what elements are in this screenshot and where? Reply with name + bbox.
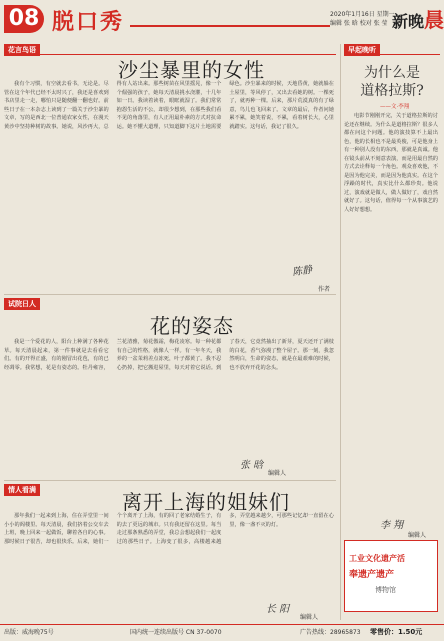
signature-3: 长 阳 (266, 604, 290, 615)
ad-line-1: 工业文化遗产活 (349, 554, 405, 563)
section-title: 脱口秀 (52, 9, 125, 35)
right-signature: 李 翔 (380, 520, 404, 531)
footer-serial: 国内统一连续出版号 CN 37-0070 (130, 629, 222, 636)
section-tag-3: 情人看满 (4, 484, 40, 496)
article-body-3: 那年我们一起来到上海，住在弄堂里一间小小的阁楼里。每天清晨，我们挤着公交车去上班，晚上回来一起做饭，聊着各自的心事。那时候日子很苦，却也很快乐。后来，她们一个个离开了上海，有的回了老家结婚生子，有的去了更远的城市。只有我还留在这里。每当走过那条熟悉的弄堂，我总会想起我们一起度过的那些日子。上海变了很多，高楼越来越多，弄堂越来越少，可那些记忆却一直留在心里，像一盏不灭的灯。 (4, 513, 334, 545)
article-body-2: 我是一个爱花的人，阳台上种满了各种花草。每天清晨起来，第一件事就是去看看它们。有的开得正盛，有的刚冒出花苞，有的已经凋零。我常想，花是有姿态的。牡丹雍容，兰花清雅，菊花傲霜，梅花凌寒。每一种花都有自己的性格，就像人一样。有一年冬天，我养的一盆茉莉差点冻死，叶子都黄了。我不忍心扔掉，把它搬进屋里，每天对着它说话。到了春天，它竟然抽出了新芽，夏天还开了满枝的白花，香气弥漫了整个屋子。那一刻，我忽然明白，生命的姿态，就是在最艰难的时候，也不放弃开花的念头。 (4, 339, 334, 371)
brand-logo (392, 4, 444, 33)
page-footer (0, 624, 444, 641)
footer-ad-hotline: 广告热线：28965873 (300, 629, 361, 636)
article-headline-2: 花的姿态 (150, 314, 234, 338)
footer-price: 零售价：1.50元 (370, 628, 423, 636)
right-column-tag: 早起晚听 (344, 44, 380, 56)
section-tag-1: 花言鸟语 (4, 44, 40, 56)
author-label-3: 编辑人 (300, 614, 319, 621)
page-header (0, 0, 444, 40)
header-rule (130, 25, 330, 27)
right-title-line-1: 为什么是 (364, 65, 420, 81)
right-author-label: 编辑人 (408, 532, 427, 539)
ad-line-3: 博物馆 (375, 586, 396, 594)
divider-2 (4, 480, 336, 481)
brand-prefix: 新晚 (392, 12, 425, 31)
advertisement-box (344, 540, 438, 612)
right-column-body: 电影节刚刚开完，关于道格拉斯的讨论还在继续。为什么是道格拉斯？很多人都在问这个问题。他的演技算不上最出色，他的长相也不是最英俊，可是他身上有一种别人没有的东西，那就是真诚。他在镜头前从不刻意表演，而是用最自然的方式去诠释每一个角色。观众喜欢他，不是因为他完美，而是因为他真实。在这个浮躁的时代，真实比什么都珍贵。他说过，演戏就是做人，做人做好了，戏自然就好了。这句话，值得每一个从事演艺的人好好想想。 (344, 113, 438, 213)
ad-line-2: 奉遗产遗产 (349, 570, 395, 580)
brand-char: 晨 (424, 8, 444, 32)
column-divider (340, 44, 341, 620)
page-number: 08 (4, 5, 44, 33)
footer-publisher: 出版：威海晚75号 (4, 629, 54, 636)
right-title-line-2: 道格拉斯? (360, 83, 424, 99)
date-line: 2020年1月16日 星期一 (330, 11, 395, 18)
right-column-rule (344, 54, 440, 55)
article-body-1: 我有个习惯，有空就去看书，无论是。尽管在这个年代已经不太时兴了，我还是喜欢到书店里走一走，哪怕只是随便翻一翻也好。前些日子在一本杂志上读到了一篇关于沙尘暴的文章，写的是西北一位普通农家女性，在漫天黄沙中坚持种树的故事。她说，风沙再大，总得有人站出来。那些树苗在风里摇晃，像一个个倔强的孩子，她每天清晨挑水浇灌，十几年如一日。我读着读着，眼眶就湿了。我们常常抱怨生活的不公，却很少想到，在那些我们看不见的角落里，有人正用最朴素的方式对抗命运。她不懂大道理，只知道脚下这片土地需要绿色。沙尘暴来的时候，天地昏黄，她就躲在土屋里，等风停了，又出去看她的树。一棵死了，就再种一棵。后来，那片荒漠真的有了绿意，鸟儿也飞回来了。文章的最后，作者问她累不累，她笑着说，不累，看着树长大，心里就踏实。这句话，我记了很久。 (4, 81, 334, 130)
editor-line: 编辑 张 晗 校对 张 莹 (330, 20, 388, 27)
article-headline-1: 沙尘暴里的女性 (118, 58, 265, 82)
signature-1: 陈静 (291, 264, 313, 279)
article-headline-3: 离开上海的姐妹们 (122, 490, 290, 514)
author-label-1: 作者 (318, 286, 331, 293)
right-subtitle: ——文·李翔 (380, 104, 410, 110)
author-label-2: 编辑人 (268, 470, 287, 477)
signature-2: 张 晗 (240, 460, 264, 471)
section-tag-2: 试院日人 (4, 298, 40, 310)
divider-1 (4, 294, 336, 295)
